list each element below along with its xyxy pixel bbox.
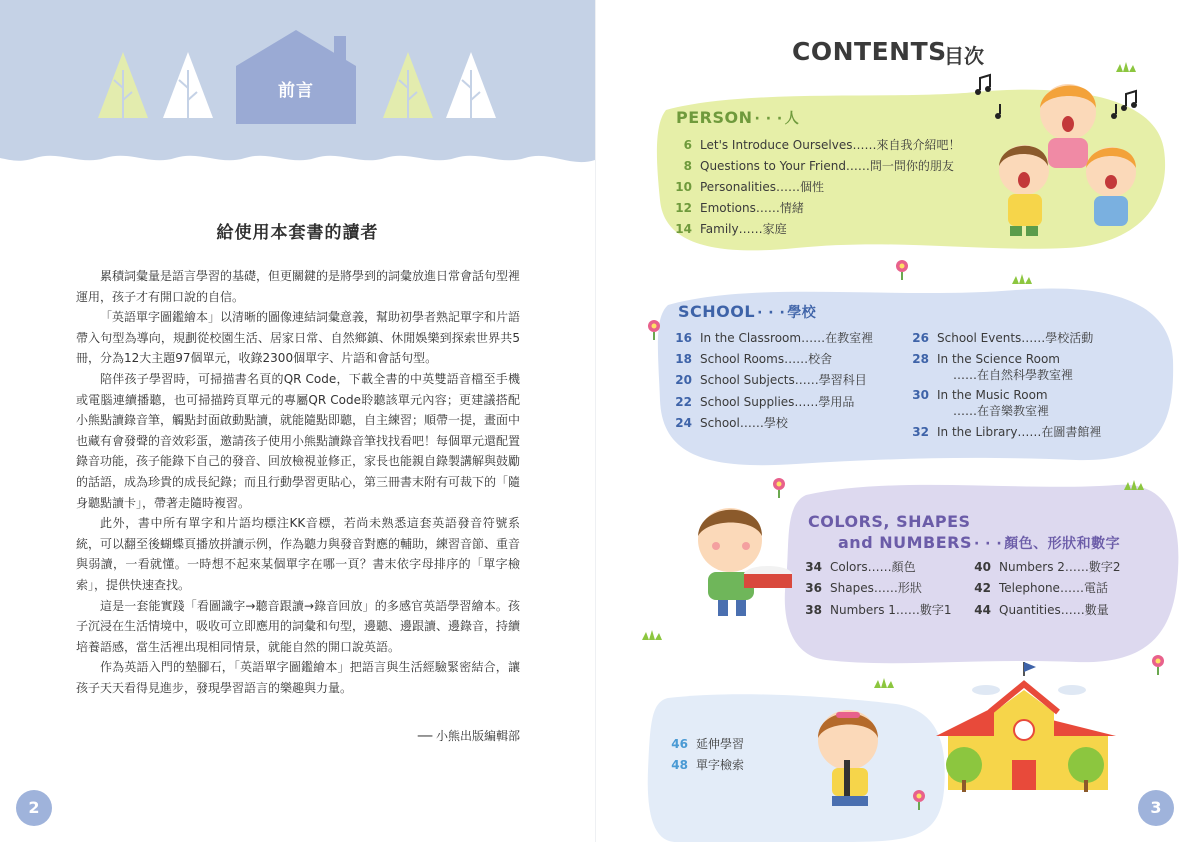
toc-entry[interactable]: [672, 372, 867, 388]
toc-page: 32: [912, 425, 929, 439]
toc-text: In the Science Room: [937, 352, 1060, 366]
toc-text: Telephone……電話: [999, 581, 1108, 595]
toc-text: School Events……學校活動: [937, 331, 1094, 345]
toc-text: Questions to Your Friend……問一問你的朋友: [700, 159, 954, 173]
paragraph: 作為英語入門的墊腳石，「英語單字圖鑑繪本」把語言與生活經驗緊密結合，讓孩子天天看得見進步，發現學習語言的樂趣與力量。: [76, 660, 520, 695]
toc-text: Emotions……情緒: [700, 201, 804, 215]
contents-title: CONTENTS: [792, 37, 947, 66]
toc-text: Colors……顏色: [830, 560, 916, 574]
heading-dots: · · ·: [754, 111, 783, 127]
toc-page: 6: [683, 138, 692, 152]
toc-page: 24: [675, 416, 692, 430]
toc-entry[interactable]: [971, 602, 1109, 618]
toc-page: 34: [805, 560, 822, 574]
toc-page: 22: [675, 395, 692, 409]
toc-page: 38: [805, 603, 822, 617]
toc-entry[interactable]: [909, 424, 1101, 440]
toc-page: 44: [974, 603, 991, 617]
paragraph: 這是一套能實踐「看圖識字→聽音跟讀→錄音回放」的多感官英語學習繪本。孩子沉浸在生活情境中，吸收可立即應用的詞彙和句型，邊聽、邊跟讀、邊錄音，持續培養語感，當生活裡出現相同情景，就能自然的開口說英語。: [76, 598, 521, 654]
toc-text-cont: ……在音樂教室裡: [953, 404, 1050, 418]
contents-title-zh: 目次: [944, 44, 984, 68]
toc-entry[interactable]: [909, 351, 1073, 383]
toc-page: 46: [671, 737, 688, 751]
toc-page: 14: [675, 222, 692, 236]
page-number: 2: [16, 790, 52, 826]
house-label: 前言: [278, 81, 314, 101]
intro-body: [76, 266, 520, 698]
toc-page: 20: [675, 373, 692, 387]
toc-text: In the Classroom……在教室裡: [700, 331, 874, 345]
toc-page: 36: [805, 581, 822, 595]
toc-text: Family……家庭: [700, 222, 787, 236]
paragraph: 「英語單字圖鑑繪本」以清晰的圖像連結詞彙意義，幫助初學者熟記單字和片語帶入句型為導向，規劃從校園生活、居家日常、自然鄉鎮、休閒娛樂到探索世界共5冊，分為12大主題97個單元，收錄2300個單字、片語和會話句型。: [76, 310, 521, 366]
school-heading-en: SCHOOL: [678, 302, 756, 321]
toc-entry[interactable]: [802, 602, 952, 618]
toc-text: 單字檢索: [696, 758, 745, 772]
toc-entry[interactable]: [672, 415, 788, 431]
paragraph: 陪伴孩子學習時，可掃描書名頁的QR Code，下載全書的中英雙語音檔至手機或電腦連續播聽，也可掃描跨頁單元的專屬QR Code聆聽該單元內容；更建議搭配小熊點讀錄音筆，觸點封面啟動點讀，就能隨點即聽，自主練習；順帶一提，畫面中也藏有會發聲的音效彩蛋，邀請孩子使用小熊點讀錄音筆找找看吧！每個單元還配置錄音功能，孩子能錄下自己的發音、回放檢視並修正，家長也能親自錄製講解與鼓勵的話語，成為珍貴的成長紀錄；而且行動學習更貼心，第三冊書末附有可裁下的「隨身聽點讀卡」，帶著走隨時複習。: [76, 371, 521, 510]
toc-entry[interactable]: [672, 351, 832, 367]
toc-page: 30: [912, 388, 929, 402]
boy-drum-illustration: [698, 508, 792, 616]
toc-text: Numbers 2……數字2: [999, 560, 1121, 574]
toc-entry[interactable]: [672, 221, 787, 237]
toc-text: School Rooms……校舍: [700, 352, 833, 366]
toc-entry[interactable]: [971, 559, 1121, 575]
toc-page: 42: [974, 581, 991, 595]
toc-entry[interactable]: [971, 580, 1108, 596]
colors-heading-zh: 顏色、形狀和數字: [1004, 536, 1121, 552]
toc-text: Personalities……個性: [700, 180, 825, 194]
school-building-illustration: [936, 662, 1116, 792]
toc-text: School Supplies……學用品: [700, 395, 855, 409]
toc-entry[interactable]: [672, 394, 854, 410]
colors-heading: [808, 512, 1120, 553]
toc-text: Quantities……數量: [999, 603, 1109, 617]
toc-text: Shapes……形狀: [830, 581, 922, 595]
school-heading-zh: 學校: [787, 305, 817, 321]
heading-dots: · · ·: [757, 305, 786, 321]
left-page: [0, 0, 595, 842]
school-heading: [678, 302, 816, 322]
toc-entry[interactable]: [672, 179, 824, 195]
toc-text: Let's Introduce Ourselves……來自我介紹吧！: [700, 138, 961, 152]
toc-page: 10: [675, 180, 692, 194]
toc-page: 12: [675, 201, 692, 215]
toc-text: School……學校: [700, 416, 788, 430]
toc-page: 48: [671, 758, 688, 772]
toc-text: In the Library……在圖書館裡: [937, 425, 1102, 439]
person-heading-en: PERSON: [676, 108, 753, 127]
toc-text: In the Music Room: [937, 388, 1048, 402]
toc-text: Numbers 1……數字1: [830, 603, 952, 617]
paragraph: 累積詞彙量是語言學習的基礎，但更關鍵的是將學到的詞彙放進日常會話句型裡運用，孩子才有開口說的自信。: [76, 269, 521, 304]
toc-page: 18: [675, 352, 692, 366]
toc-page: 26: [912, 331, 929, 345]
toc-entry[interactable]: [672, 137, 961, 153]
colors-heading-line2: and NUMBERS: [838, 533, 972, 552]
person-heading: [676, 108, 799, 128]
page-number: 3: [1138, 790, 1174, 826]
toc-entry[interactable]: [668, 757, 744, 773]
signature: ── 小熊出版編輯部: [417, 729, 520, 743]
heading-dots: · · ·: [973, 536, 1003, 552]
toc-page: 28: [912, 352, 929, 366]
intro-title: 給使用本套書的讀者: [216, 223, 379, 243]
toc-entry[interactable]: [668, 736, 744, 752]
toc-entry[interactable]: [802, 580, 922, 596]
toc-page: 40: [974, 560, 991, 574]
toc-page: 16: [675, 331, 692, 345]
toc-text: 延伸學習: [696, 737, 745, 751]
toc-entry[interactable]: [909, 330, 1093, 346]
person-heading-zh: 人: [784, 111, 800, 127]
toc-text: School Subjects……學習科目: [700, 373, 867, 387]
toc-entry[interactable]: [672, 158, 954, 174]
colors-heading-line2-wrap: [808, 533, 1120, 553]
toc-text-cont: ……在自然科學教室裡: [953, 368, 1074, 382]
colors-heading-line1: COLORS, SHAPES: [808, 512, 971, 531]
toc-entry[interactable]: [909, 387, 1049, 419]
toc-page: 8: [683, 159, 692, 173]
paragraph: 此外，書中所有單字和片語均標注KK音標，若尚未熟悉這套英語發音符號系統，可以翻至後蝴蝶頁播放拼讀示例，作為聽力與發音對應的輔助，練習音節、重音與弱讀，一看就懂。一時想不起來某個單字在哪一頁？書末依字母排序的「單字檢索」，提供快速查找。: [76, 516, 521, 592]
toc-entry[interactable]: [802, 559, 916, 575]
toc-entry[interactable]: [672, 330, 873, 346]
toc-entry[interactable]: [672, 200, 804, 216]
right-page: [596, 0, 1191, 842]
